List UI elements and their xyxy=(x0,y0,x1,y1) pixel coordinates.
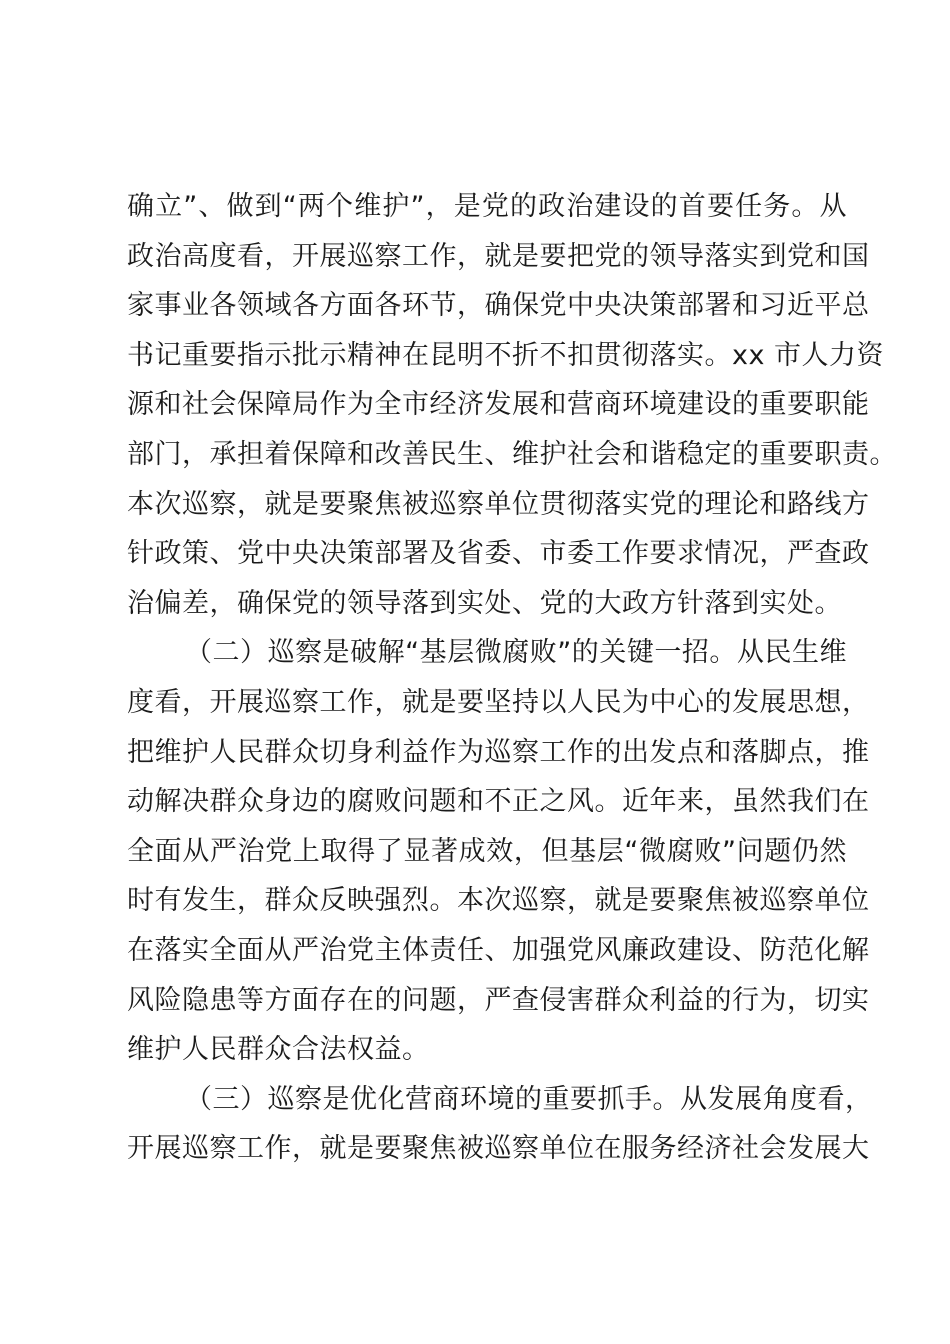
text-line: （二）巡察是破解“基层微腐败”的关键一招。从民生维 xyxy=(185,637,847,669)
text-line: 维护人民群众合法权益。 xyxy=(127,1034,430,1066)
text-line: 在落实全面从严治党主体责任、加强党风廉政建设、防范化解 xyxy=(127,934,870,966)
text-line: 全面从严治党上取得了显著成效，但基层“微腐败”问题仍然 xyxy=(127,835,847,867)
text-line: 把维护人民群众切身利益作为巡察工作的出发点和落脚点，推 xyxy=(127,736,870,768)
text-line: 开展巡察工作，就是要聚焦被巡察单位在服务经济社会发展大 xyxy=(127,1133,870,1165)
paragraph-business-environment xyxy=(127,1075,873,1174)
text-line: 时有发生，群众反映强烈。本次巡察，就是要聚焦被巡察单位 xyxy=(127,885,870,917)
paragraph-micro-corruption xyxy=(127,628,870,1074)
text-line: 政治高度看，开展巡察工作，就是要把党的领导落实到党和国 xyxy=(127,240,870,272)
text-line: 家事业各领域各方面各环节，确保党中央决策部署和习近平总 xyxy=(127,290,870,322)
text-line: 书记重要指示批示精神在昆明不折不扣贯彻落实。xx 市人力资 xyxy=(127,339,885,371)
document-body xyxy=(127,182,897,1174)
text-line: 治偏差，确保党的领导落到实处、党的大政方针落到实处。 xyxy=(127,587,842,619)
text-line: （三）巡察是优化营商环境的重要抓手。从发展角度看， xyxy=(185,1083,873,1115)
text-line: 部门，承担着保障和改善民生、维护社会和谐稳定的重要职责。 xyxy=(127,438,897,470)
text-line: 确立”、做到“两个维护”，是党的政治建设的首要任务。从 xyxy=(127,191,847,222)
text-line: 本次巡察，就是要聚焦被巡察单位贯彻落实党的理论和路线方 xyxy=(127,488,870,520)
text-line: 动解决群众身边的腐败问题和不正之风。近年来，虽然我们在 xyxy=(127,786,870,818)
text-line: 度看，开展巡察工作，就是要坚持以人民为中心的发展思想， xyxy=(127,686,870,718)
text-line: 源和社会保障局作为全市经济发展和营商环境建设的重要职能 xyxy=(127,389,870,421)
paragraph-party-leadership xyxy=(127,182,897,628)
text-line: 针政策、党中央决策部署及省委、市委工作要求情况，严查政 xyxy=(127,538,870,570)
text-line: 风险隐患等方面存在的问题，严查侵害群众利益的行为，切实 xyxy=(127,984,870,1016)
